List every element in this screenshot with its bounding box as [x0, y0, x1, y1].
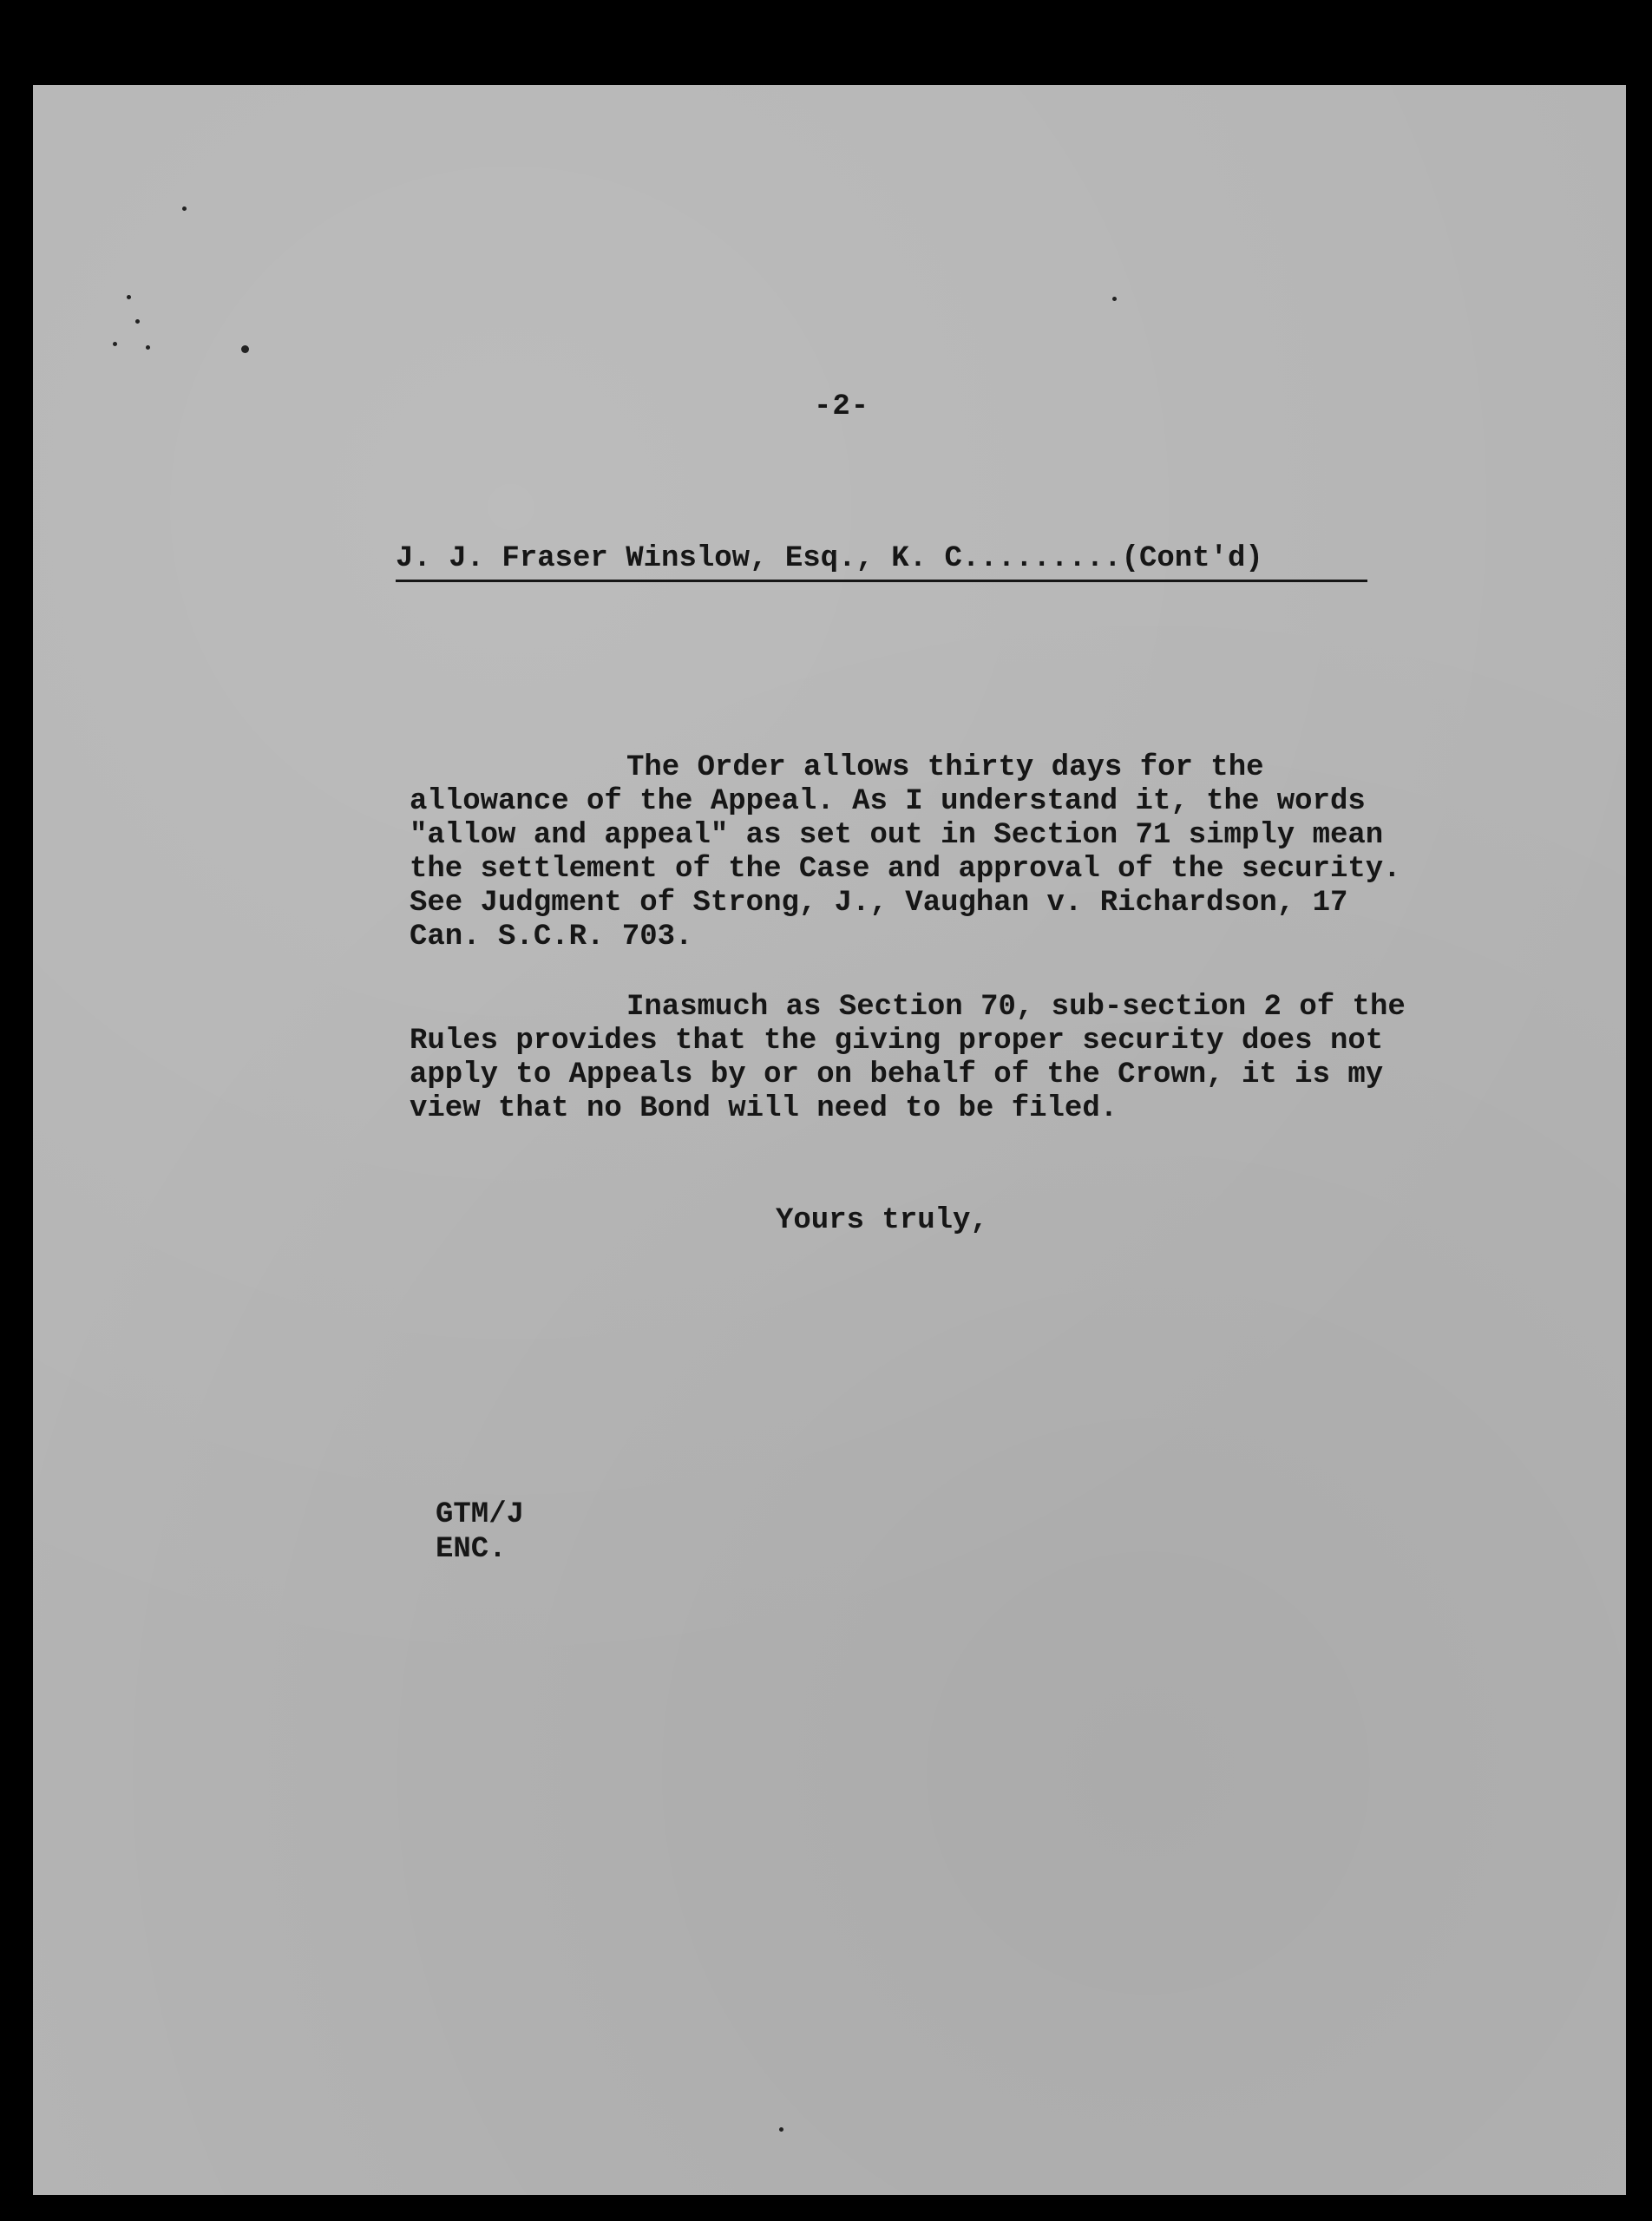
body-paragraph: The Order allows thirty days for the allowance of the Appeal. As I understand it, the words "allow and appeal" as set out in Section 71 simply mean the settlement of the Case and approval of the security. See Judgment of Strong, J., Vaughan v. Richardson, 17 Can. S.C.R. 703. — [410, 751, 1401, 953]
ink-speck — [113, 342, 117, 346]
letter-page — [33, 85, 1626, 2195]
ink-speck — [135, 319, 140, 324]
ink-speck — [182, 206, 187, 211]
body-paragraph: Inasmuch as Section 70, sub-section 2 of the Rules provides that the giving proper security does not apply to Appeals by or on behalf of the Crown, it is my view that no Bond will need to be filed. — [410, 991, 1406, 1125]
letter-body — [410, 751, 1416, 1163]
page-number: -2- — [814, 390, 870, 423]
enclosure-note: ENC. — [436, 1533, 507, 1566]
closing: Yours truly, — [776, 1204, 988, 1237]
ink-speck — [127, 295, 131, 299]
ink-speck — [779, 2127, 783, 2132]
ink-speck — [241, 345, 249, 353]
addressee-line: J. J. Fraser Winslow, Esq., K. C.........(Cont'd) — [396, 541, 1367, 582]
reference-block — [436, 1497, 524, 1567]
ink-speck — [146, 345, 150, 350]
reference-initials: GTM/J — [436, 1498, 525, 1531]
ink-speck — [1112, 297, 1117, 301]
